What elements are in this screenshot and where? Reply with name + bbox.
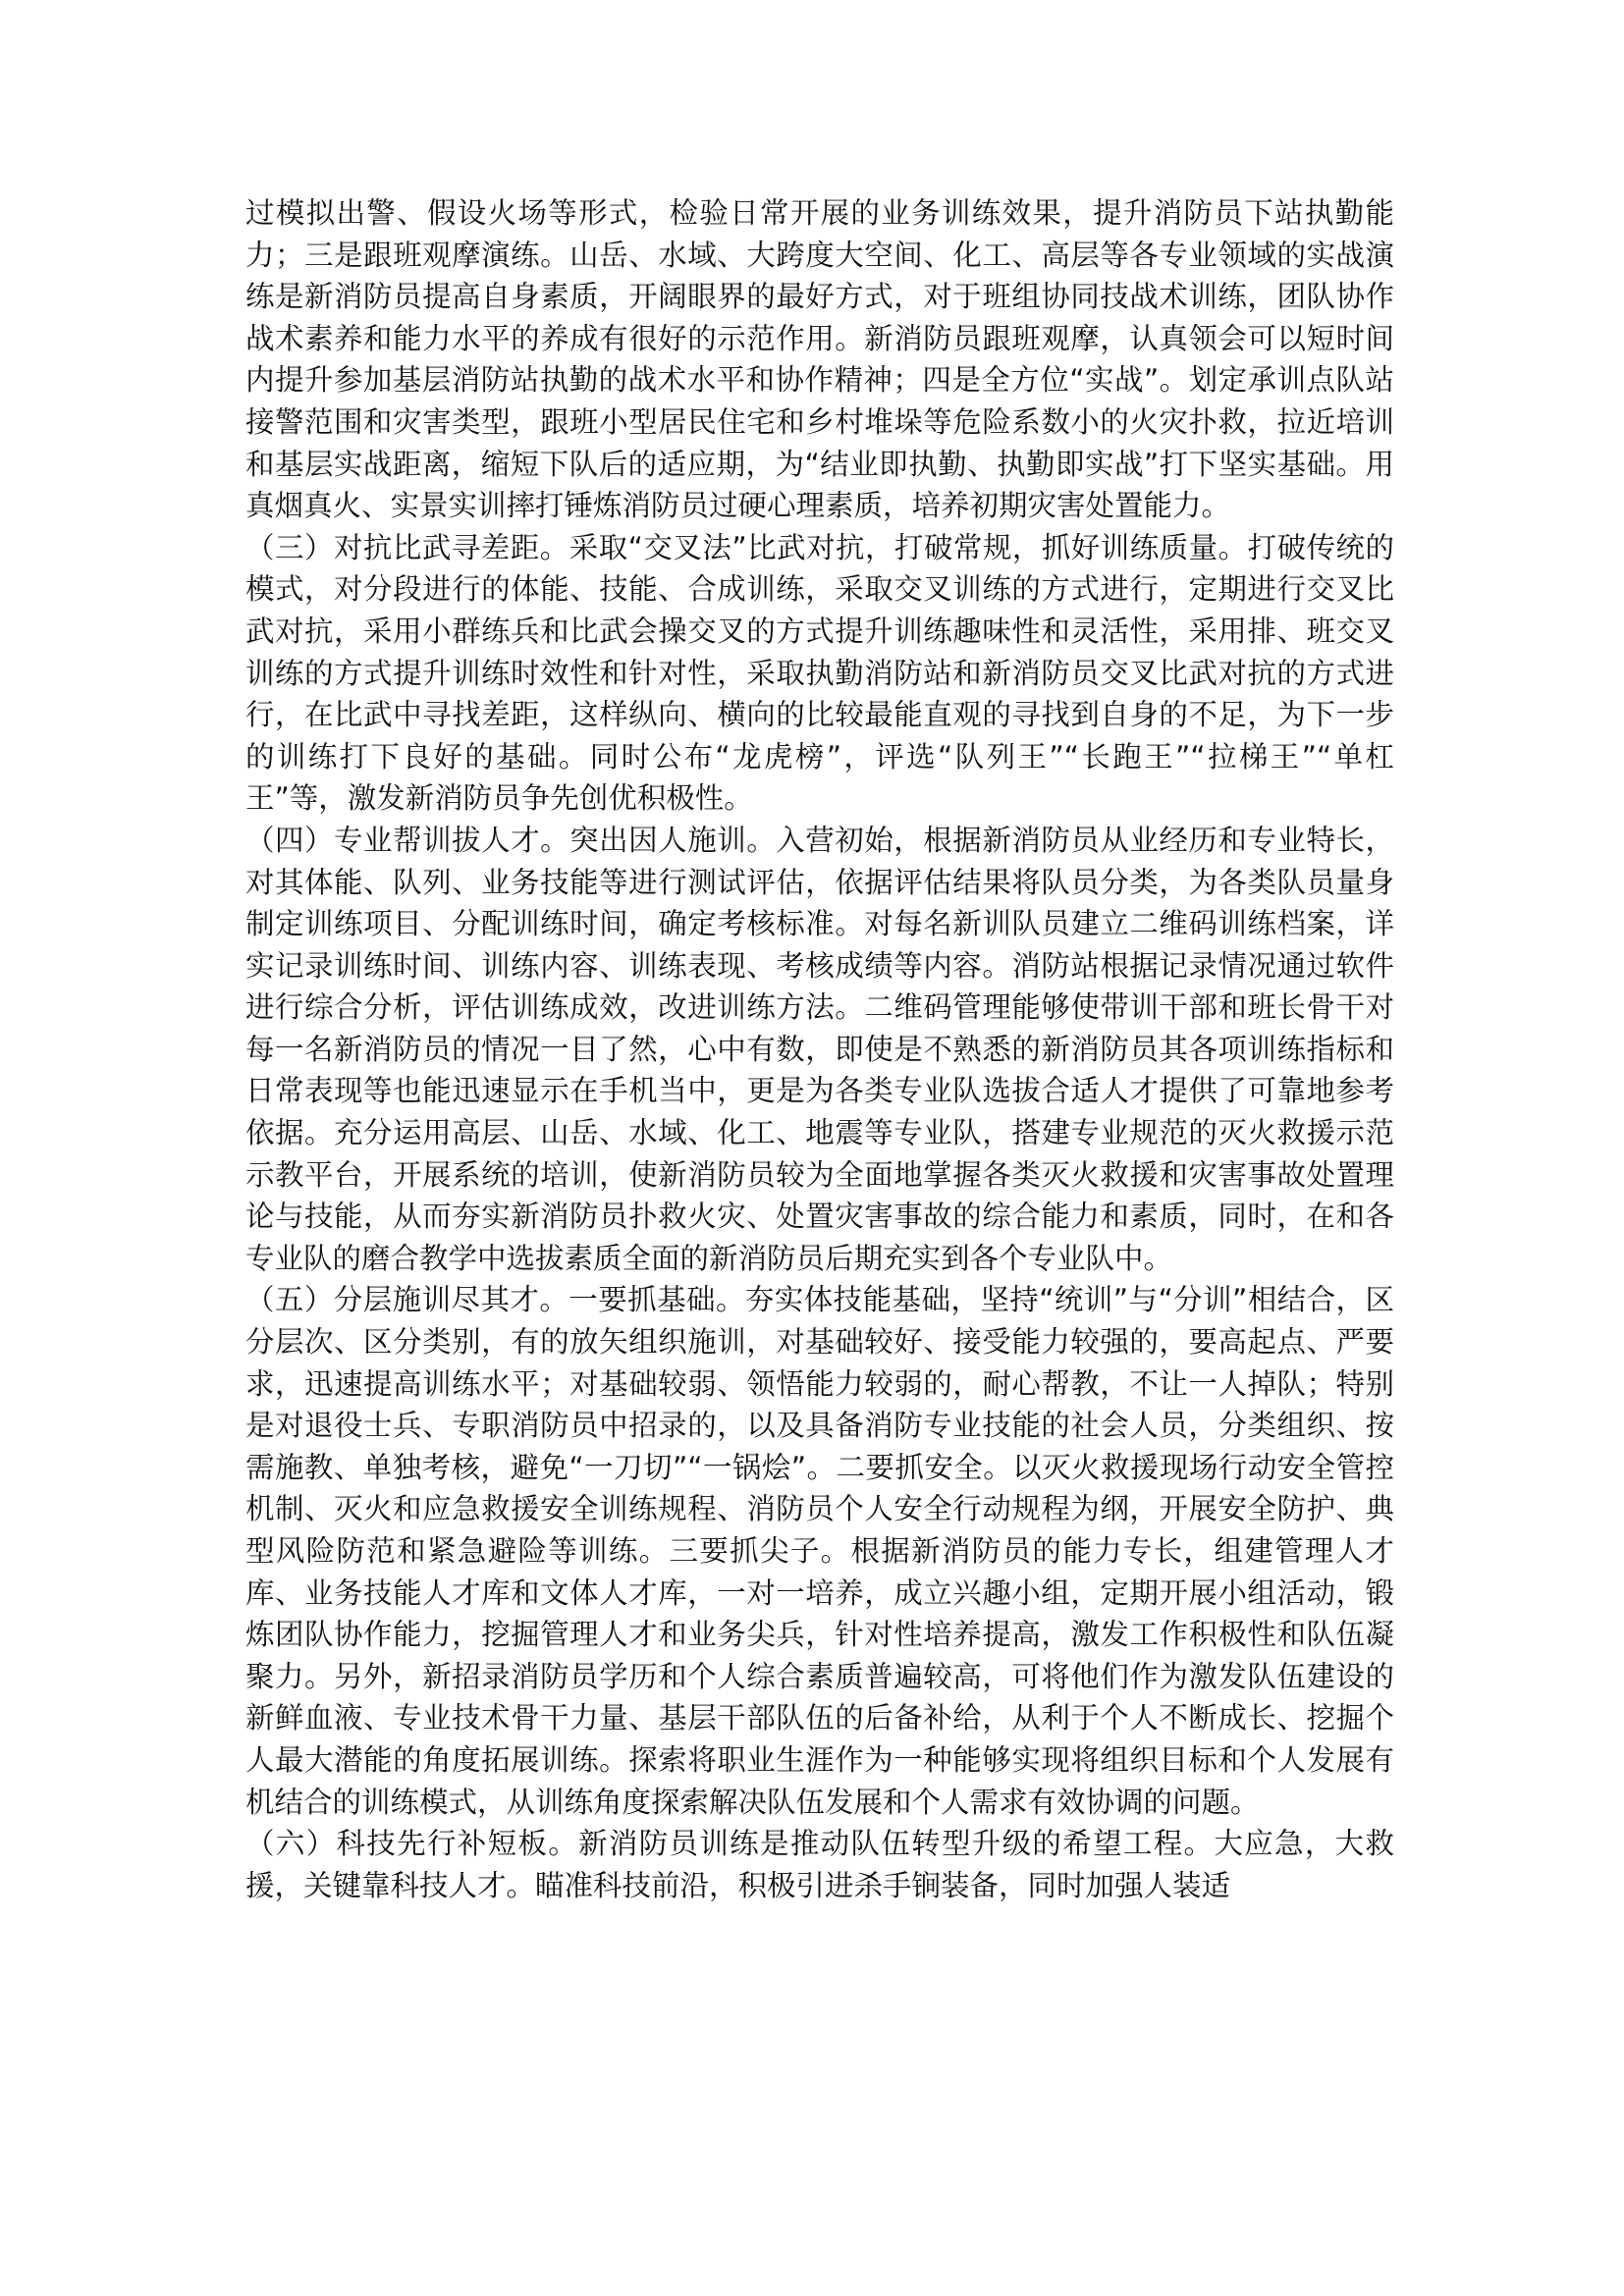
paragraph-continued: 过模拟出警、假设火场等形式，检验日常开展的业务训练效果，提升消防员下站执勤能力；三是跟班观摩演练。山岳、水域、大跨度大空间、化工、高层等各专业领域的实战演练是新消防员提高自身素质，开阔眼界的最好方式，对于班组协同技战术训练，团队协作战术素养和能力水平的养成有很好的示范作用。新消防员跟班观摩，认真领会可以短时间内提升参加基层消防站执勤的战术水平和协作精神；四是全方位“实战”。划定承训点队站接警范围和灾害类型，跟班小型居民住宅和乡村堆垛等危险系数小的火灾扑救，拉近培训和基层实战距离，缩短下队后的适应期，为“结业即执勤、执勤即实战”打下坚实基础。用真烟真火、实景实训摔打锤炼消防员过硬心理素质，培养初期灾害处置能力。: [245, 196, 1394, 523]
paragraph-section-6: （六）科技先行补短板。新消防员训练是推动队伍转型升级的希望工程。大应急，大救援，关键靠科技人才。瞄准科技前沿，积极引进杀手锏装备，同时加强人装适: [245, 1827, 1394, 1902]
document-body: [245, 192, 1394, 1906]
paragraph-section-5: （五）分层施训尽其才。一要抓基础。夯实体技能基础，坚持“统训”与“分训”相结合，区分层次、区分类别，有的放矢组织施训，对基础较好、接受能力较强的，要高起点、严要求，迅速提高训练水平；对基础较弱、领悟能力较弱的，耐心帮教，不让一人掉队；特别是对退役士兵、专职消防员中招录的，以及具备消防专业技能的社会人员，分类组织、按需施教、单独考核，避免“一刀切”“一锅烩”。二要抓安全。以灭火救援现场行动安全管控机制、灭火和应急救援安全训练规程、消防员个人安全行动规程为纲，开展安全防护、典型风险防范和紧急避险等训练。三要抓尖子。根据新消防员的能力专长，组建管理人才库、业务技能人才库和文体人才库，一对一培养，成立兴趣小组，定期开展小组活动，锻炼团队协作能力，挖掘管理人才和业务尖兵，针对性培养提高，激发工作积极性和队伍凝聚力。另外，新招录消防员学历和个人综合素质普遍较高，可将他们作为激发队伍建设的新鲜血液、专业技术骨干力量、基层干部队伍的后备补给，从利于个人不断成长、挖掘个人最大潜能的角度拓展训练。探索将职业生涯作为一种能够实现将组织目标和个人发展有机结合的训练模式，从训练角度探索解决队伍发展和个人需求有效协调的问题。: [245, 1283, 1394, 1819]
paragraph-section-4: （四）专业帮训拔人才。突出因人施训。入营初始，根据新消防员从业经历和专业特长，对其体能、队列、业务技能等进行测试评估，依据评估结果将队员分类，为各类队员量身制定训练项目、分配训练时间，确定考核标准。对每名新训队员建立二维码训练档案，详实记录训练时间、训练内容、训练表现、考核成绩等内容。消防站根据记录情况通过软件进行综合分析，评估训练成效，改进训练方法。二维码管理能够使带训干部和班长骨干对每一名新消防员的情况一目了然，心中有数，即使是不熟悉的新消防员其各项训练指标和日常表现等也能迅速显示在手机当中，更是为各类专业队选拔合适人才提供了可靠地参考依据。充分运用高层、山岳、水域、化工、地震等专业队，搭建专业规范的灭火救援示范示教平台，开展系统的培训，使新消防员较为全面地掌握各类灭火救援和灾害事故处置理论与技能，从而夯实新消防员扑救火灾、处置灾害事故的综合能力和素质，同时，在和各专业队的磨合教学中选拔素质全面的新消防员后期充实到各个专业队中。: [245, 823, 1394, 1275]
paragraph-section-3: （三）对抗比武寻差距。采取“交叉法”比武对抗，打破常规，抓好训练质量。打破传统的模式，对分段进行的体能、技能、合成训练，采取交叉训练的方式进行，定期进行交叉比武对抗，采用小群练兵和比武会操交叉的方式提升训练趣味性和灵活性，采用排、班交叉训练的方式提升训练时效性和针对性，采取执勤消防站和新消防员交叉比武对抗的方式进行，在比武中寻找差距，这样纵向、横向的比较最能直观的寻找到自身的不足，为下一步的训练打下良好的基础。同时公布“龙虎榜”，评选“队列王”“长跑王”“拉梯王”“单杠王”等，激发新消防员争先创优积极性。: [245, 530, 1394, 816]
